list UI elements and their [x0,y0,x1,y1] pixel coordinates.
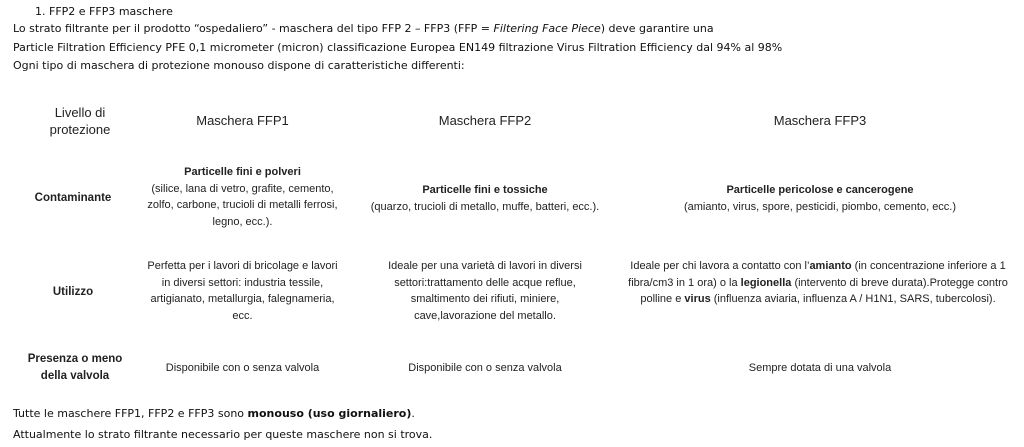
row-label-utilizzo: Utilizzo [52,286,94,298]
contaminante-ffp3: Particelle pericolose e cancerogene (amianto, virus, spore, pesticidi, piombo, cemento, ecc.) [683,184,957,213]
valvola-ffp2: Disponibile con o senza valvola [408,362,562,374]
intro-paragraph [13,20,782,76]
footer-line-1: Tutte le maschere FFP1, FFP2 e FFP3 sono monouso (uso giornaliero). [13,407,415,420]
header-level: Livello di protezione [49,105,111,137]
utilizzo-ffp3: Ideale per chi lavora a contatto con l’amianto (in concentrazione inferiore a 1 fibra/cm3 in 1 ora) o la legionella (intervento di breve durata).Protegge contro polline e virus (influenza aviaria, influenza A / H1N1, SARS, tubercolosi). [628,260,1008,305]
utilizzo-ffp2: Ideale per una varietà di lavori in diversi settori:trattamento delle acque reflue, smaltimento dei rifiuti, miniere, cave,lavorazione del metallo. [388,260,582,322]
section-heading: 1. FFP2 e FFP3 maschere [35,5,173,18]
valvola-ffp1: Disponibile con o senza valvola [165,362,320,374]
row-label-contaminante: Contaminante [34,192,112,204]
header-ffp2: Maschera FFP2 [438,113,532,128]
row-label-valvola: Presenza o meno della valvola [27,353,123,382]
header-ffp1: Maschera FFP1 [196,113,289,128]
contaminante-ffp1: Particelle fini e polveri (silice, lana di vetro, grafite, cemento, zolfo, carbone, trucioli di metalli ferrosi, legno, ecc.). [147,166,338,228]
intro-line-3: Ogni tipo di maschera di protezione monouso dispone di caratteristiche differenti: [13,59,465,72]
intro-line-1: Lo strato filtrante per il prodotto “ospedaliero” - maschera del tipo FFP 2 – FFP3 (FFP = Filtering Face Piece) deve garantire una [13,22,714,35]
mask-comparison-table [0,92,1024,397]
footer-line-2: Attualmente lo strato filtrante necessario per queste maschere non si trova. [13,428,433,441]
intro-line-2: Particle Filtration Efficiency PFE 0,1 micrometer (micron) classificazione Europea EN149 filtrazione Virus Filtration Efficiency dal 94% al 98% [13,40,783,54]
header-ffp3: Maschera FFP3 [773,113,867,128]
valvola-ffp3: Sempre dotata di una valvola [748,362,892,374]
utilizzo-ffp1: Perfetta per i lavori di bricolage e lavori in diversi settori: industria tessile, artigianato, metallurgia, falegnameria, ecc. [147,260,338,322]
contaminante-ffp2: Particelle fini e tossiche (quarzo, trucioli di metallo, muffe, batteri, ecc.). [370,184,600,213]
footer-notes [13,403,432,445]
